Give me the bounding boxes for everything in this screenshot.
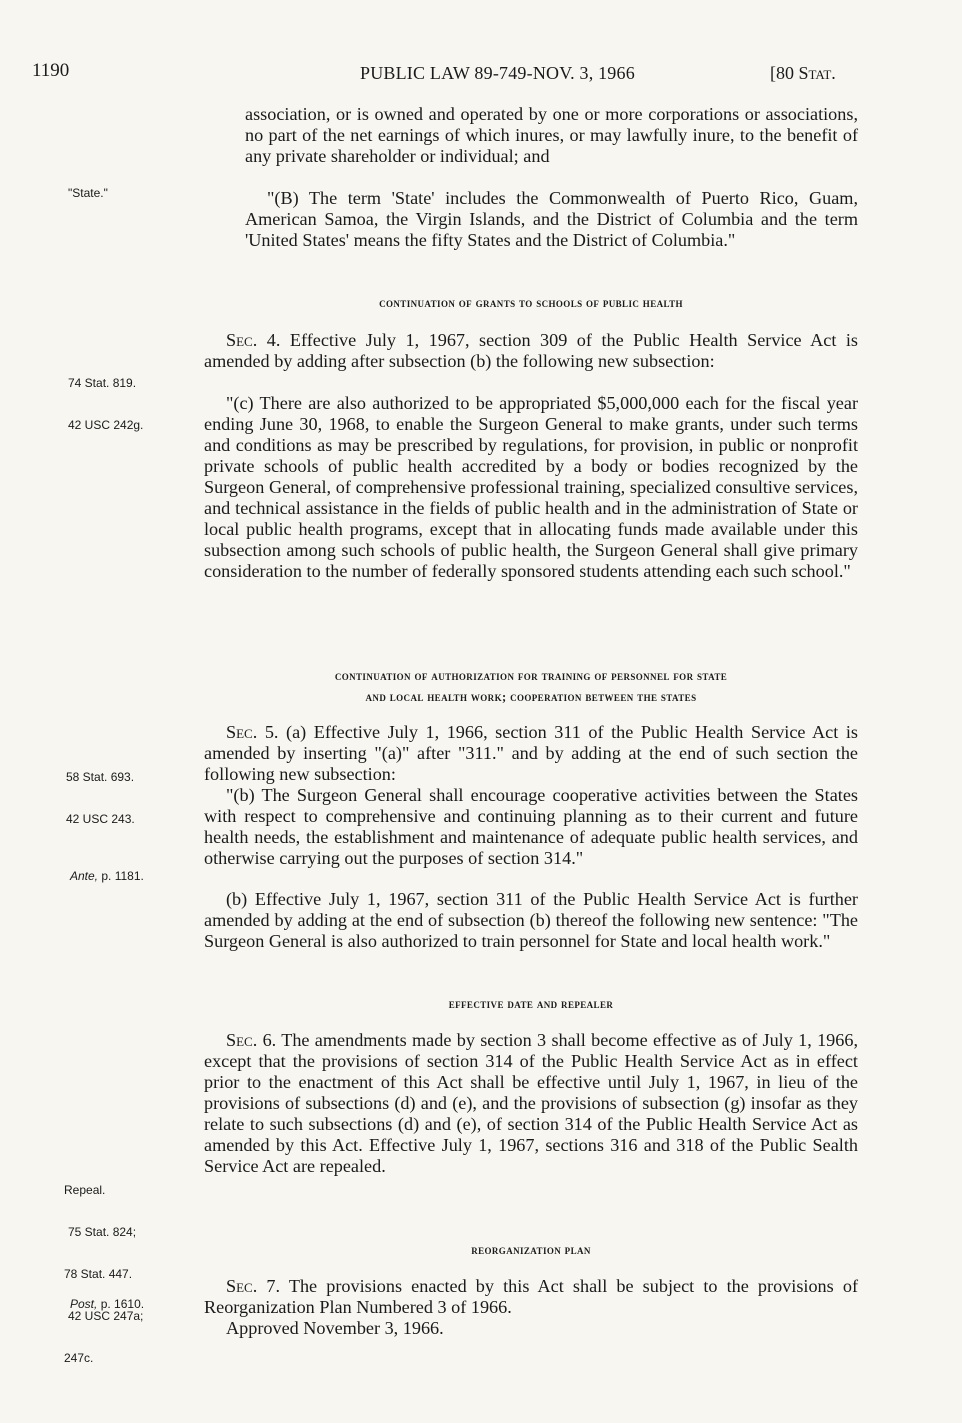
section-5b: (b) Effective July 1, 1967, section 311 of the Public Health Service Act is further amended by adding at the end of subsection (b) thereof the following new sentence: "The Surgeon General is also authorized to train personnel for State and local health work." (204, 889, 858, 951)
section-7-label: Sec. 7. (226, 1276, 281, 1296)
section-4-text: Effective July 1, 1967, section 309 of the Public Health Service Act is amended by adding after subsection (b) the following new subsection: (204, 330, 858, 371)
section-5-text: (a) Effective July 1, 1966, section 311 of the Public Health Service Act is amended by inserting "(a)" after "311." and by adding at the end of such section the following new subsection: (204, 722, 858, 784)
section-6-text: The amendments made by section 3 shall become effective as of July 1, 1966, except that the provisions of section 314 of the Public Health Service Act as in effect prior to the enactment of this Act shall be effective until July 1, 1967, in lieu of the provisions of subsections (d) and (e), and the provisions of subsection (g) insofar as they relate to such subsections (d) and (e), of section 314 of the Public Health Service Act as amended by this Act. Effective July 1, 1967, sections 316 and 318 of the Public Sealth Service Act are repealed. (204, 1030, 858, 1176)
margin-note-sec5-ref1: 58 Stat. 693. (66, 770, 135, 784)
section-4-subsection-c: "(c) There are also authorized to be appropriated $5,000,000 each for the fiscal year ending June 30, 1968, to enable the Surgeon General to make grants, under such terms and conditions as may be prescribed by regulations, for provision, in public or nonprofit private schools of public health accredited by a body or bodies recognized by the Surgeon General, of comprehensive professional training, specialized consultive services, and technical assistance in the fields of public health and in the administration of State or local public health programs, except that in allocating funds made available under this subsection among such schools of public health, the Surgeon General shall give primary consideration to the number of federally sponsored students attending each such school." (204, 393, 858, 581)
statute-reference (770, 63, 836, 84)
repeal-ref2: 78 Stat. 447. (64, 1267, 133, 1281)
section-5a (204, 722, 858, 785)
margin-note-sec5-ref2: 42 USC 243. (66, 812, 135, 826)
heading-training-line1: continuation of authorization for training of personnel for state (334, 669, 728, 683)
section-heading-grants: continuation of grants to schools of public health (379, 296, 683, 310)
section-5-label: Sec. 5. (226, 722, 279, 742)
section-7 (204, 1276, 858, 1318)
repeal-ref3: 42 USC 247a; (68, 1309, 144, 1323)
repeal-ref4: 247c. (64, 1351, 94, 1365)
section-6 (204, 1030, 858, 1177)
page-number: 1190 (32, 60, 70, 81)
section-heading-reorganization: reorganization plan (471, 1243, 591, 1257)
stat-ref-prefix: [80 (770, 63, 799, 83)
post-word: Post, (70, 1297, 98, 1311)
margin-note-state: "State." (68, 186, 108, 200)
repeal-ref1: 75 Stat. 824; (68, 1225, 137, 1239)
section-4-intro (204, 330, 858, 372)
section-5-new-subsection-b: "(b) The Surgeon General shall encourage cooperative activities between the States with respect to comprehensive and continuing planning as to their current and future health needs, the establishment and maintenance of adequate public health services, and otherwise carrying out the purposes of section 314." (204, 785, 858, 868)
section-heading-effective-date: effective date and repealer (448, 997, 614, 1011)
margin-note-sec4-ref1: 74 Stat. 819. (68, 376, 137, 390)
repeal-label: Repeal. (64, 1183, 106, 1197)
post-page: p. 1610. (100, 1297, 145, 1311)
paragraph-continuation: association, or is owned and operated by one or more corporations or associations, no part of the net earnings of which inures, or may lawfully inure, to the benefit of any private shareholder or individual; and (245, 104, 858, 166)
ante-page: p. 1181. (101, 869, 144, 883)
approval-line: Approved November 3, 1966. (226, 1318, 444, 1338)
running-head: PUBLIC LAW 89-749-NOV. 3, 1966 (360, 63, 635, 83)
margin-note-sec5 (66, 742, 135, 840)
section-4-label: Sec. 4. (226, 330, 281, 350)
margin-note-post (70, 1297, 144, 1311)
paragraph-state-definition: "(B) The term 'State' includes the Commonwealth of Puerto Rico, Guam, American Samoa, the Virgin Islands, and the District of Columbia and the term 'United States' means the fifty States and the District of Columbia." (245, 188, 858, 250)
margin-note-sec4-ref2: 42 USC 242g. (68, 418, 144, 432)
margin-note-ante (70, 869, 144, 883)
section-7-text: The provisions enacted by this Act shall be subject to the provisions of Reorganization Plan Numbered 3 of 1966. (204, 1276, 858, 1317)
stat-ref-word: Stat. (798, 63, 836, 83)
section-6-label: Sec. 6. (226, 1030, 277, 1050)
margin-note-repeal (64, 1155, 143, 1379)
margin-note-sec4 (68, 348, 143, 446)
ante-word: Ante, (70, 869, 99, 883)
section-heading-training (204, 666, 858, 708)
heading-training-line2: and local health work; cooperation between the states (365, 690, 697, 704)
